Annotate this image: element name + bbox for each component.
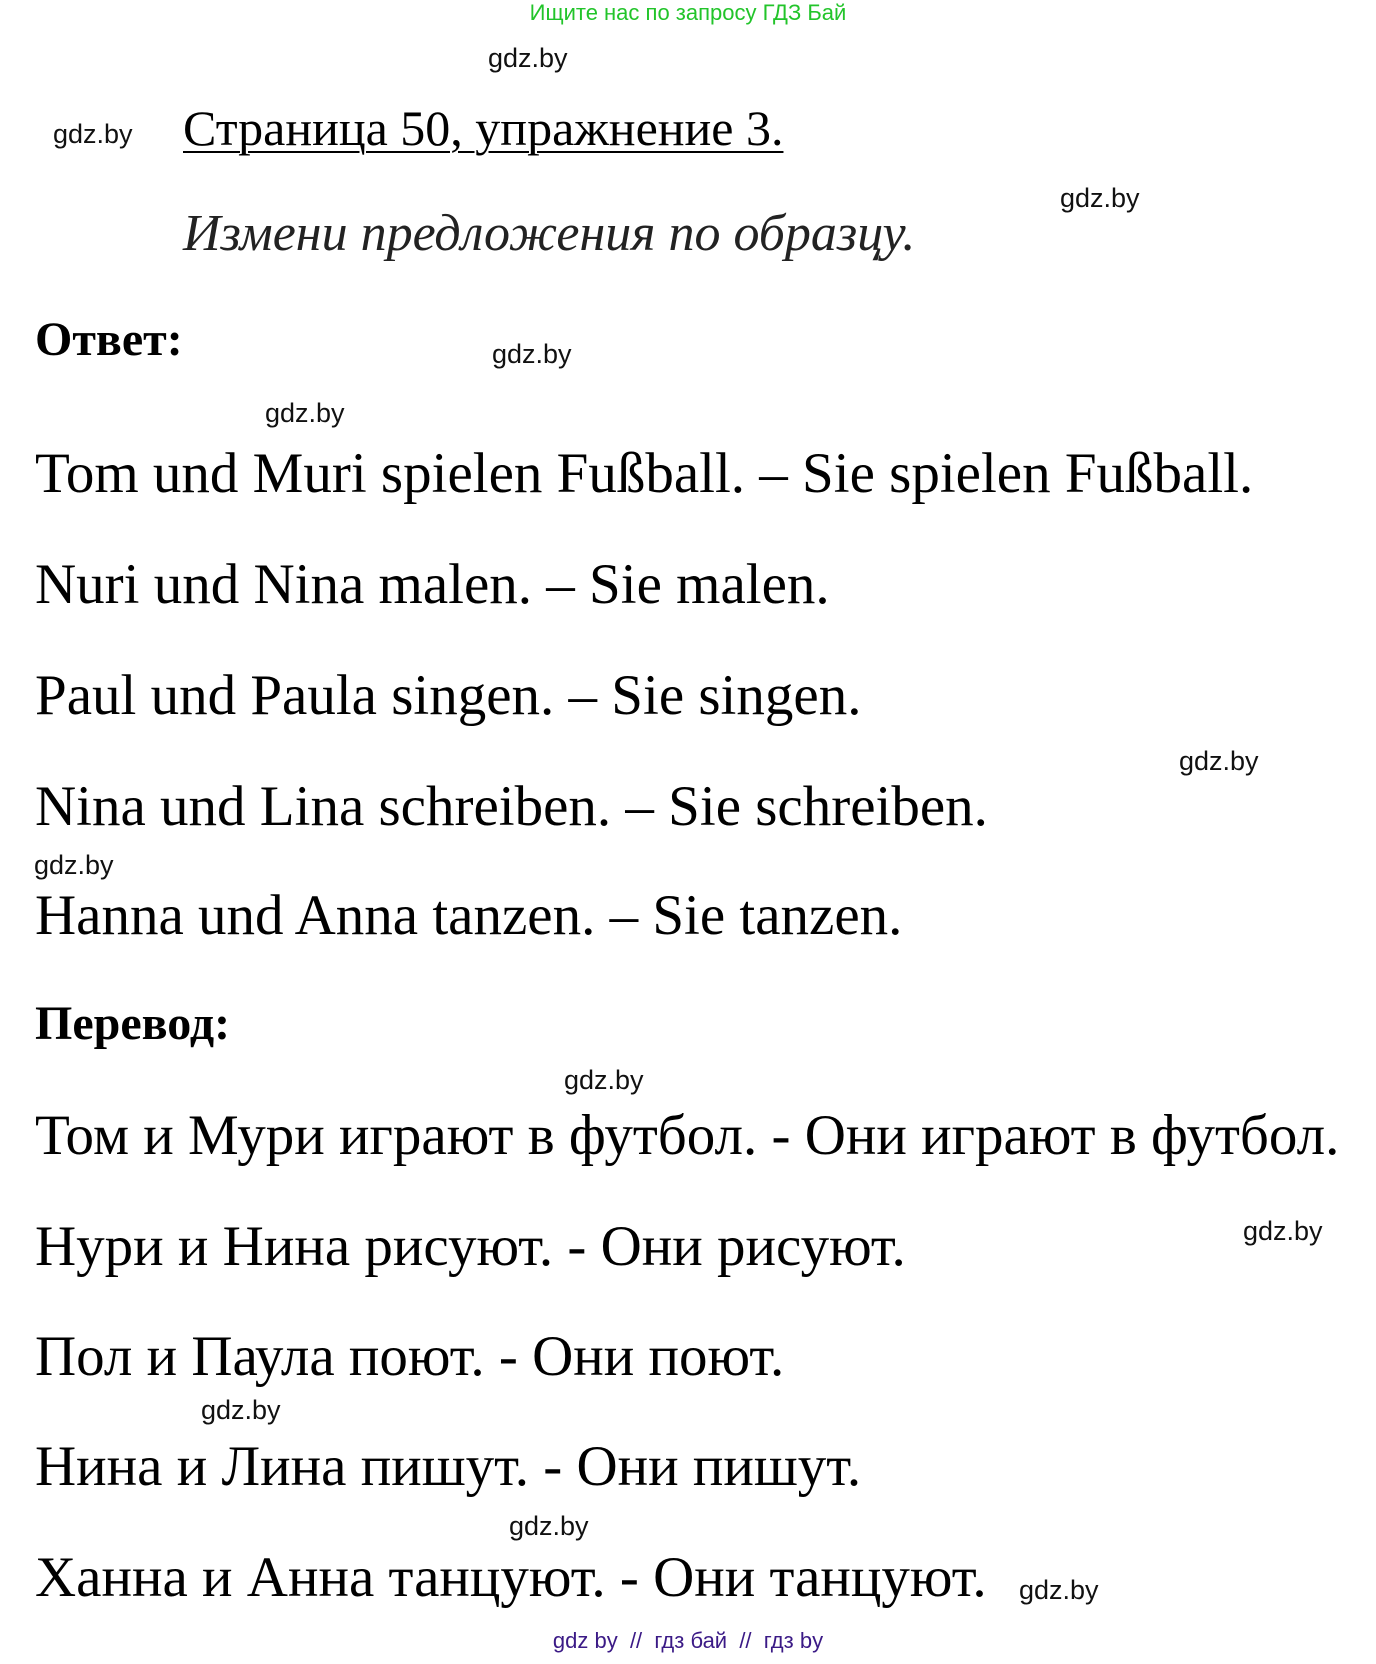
answer-line: Nina und Lina schreiben. – Sie schreiben. (35, 775, 988, 838)
translation-line: Ханна и Анна танцуют. - Они танцуют. (35, 1546, 987, 1609)
translation-line: Нина и Лина пишут. - Они пишут. (35, 1435, 862, 1498)
translation-line: Пол и Паула поют. - Они поют. (35, 1325, 785, 1388)
watermark: gdz.by (1019, 1575, 1099, 1605)
answer-line: Tom und Muri spielen Fußball. – Sie spielen Fußball. (35, 442, 1254, 505)
page-title: Страница 50, упражнение 3. (183, 100, 784, 156)
watermark: gdz.by (492, 339, 572, 369)
watermark: gdz.by (564, 1065, 644, 1095)
task-instruction: Измени предложения по образцу. (183, 205, 916, 262)
watermark: gdz.by (509, 1511, 589, 1541)
watermark: gdz.by (1060, 183, 1140, 213)
watermark: gdz.by (488, 43, 568, 73)
translation-heading: Перевод: (35, 997, 231, 1050)
watermark: gdz.by (34, 850, 114, 880)
watermark: gdz.by (53, 119, 133, 149)
answer-line: Hanna und Anna tanzen. – Sie tanzen. (35, 884, 903, 947)
watermark: gdz.by (1179, 746, 1259, 776)
answer-line: Nuri und Nina malen. – Sie malen. (35, 553, 830, 616)
search-banner: Ищите нас по запросу ГДЗ Бай (529, 0, 847, 25)
translation-line: Нури и Нина рисуют. - Они рисуют. (35, 1215, 906, 1278)
watermark: gdz.by (265, 398, 345, 428)
translation-line: Том и Мури играют в футбол. - Они играют в футбол. (35, 1104, 1340, 1167)
watermark: gdz.by (201, 1395, 281, 1425)
answer-line: Paul und Paula singen. – Sie singen. (35, 664, 862, 727)
answer-heading: Ответ: (35, 313, 183, 366)
watermark: gdz.by (1243, 1216, 1323, 1246)
footer-links: gdz by // гдз бай // гдз by (552, 1628, 824, 1653)
